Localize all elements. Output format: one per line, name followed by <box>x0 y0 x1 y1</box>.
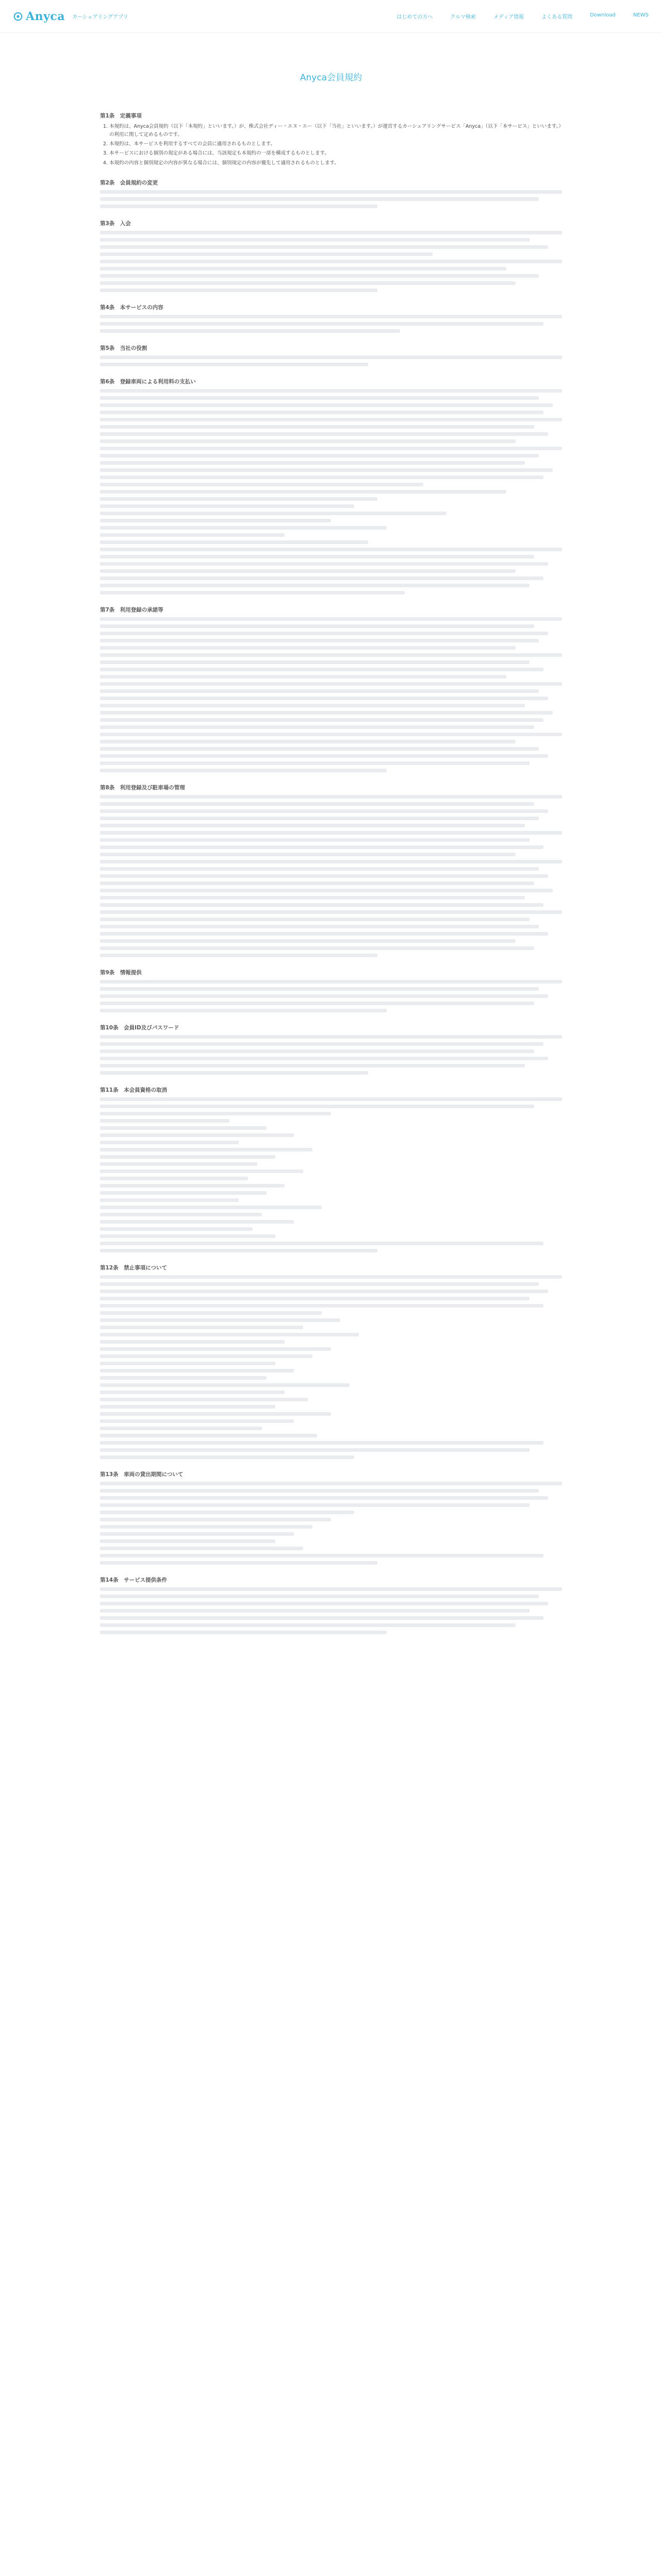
text-line-placeholder <box>100 461 525 465</box>
text-line-placeholder <box>100 1419 294 1423</box>
text-line-placeholder <box>100 569 516 573</box>
text-line-placeholder <box>100 1489 539 1493</box>
terms-content <box>100 33 562 1634</box>
text-line-placeholder <box>100 289 377 292</box>
text-line-placeholder <box>100 497 377 501</box>
text-line-placeholder <box>100 1148 312 1151</box>
nav-link-media[interactable]: メディア情報 <box>493 14 524 20</box>
article-text-lines <box>100 315 562 333</box>
article-text-lines <box>100 190 562 208</box>
article-text-lines <box>100 617 562 772</box>
text-line-placeholder <box>100 432 548 436</box>
text-line-placeholder <box>100 675 506 679</box>
text-line-placeholder <box>100 874 548 878</box>
text-line-placeholder <box>100 1333 359 1336</box>
text-line-placeholder <box>100 987 539 991</box>
text-line-placeholder <box>100 1340 285 1344</box>
text-line-placeholder <box>100 1126 267 1130</box>
text-line-placeholder <box>100 1227 253 1231</box>
text-line-placeholder <box>100 1455 354 1459</box>
article-text-lines <box>100 389 562 595</box>
text-line-placeholder <box>100 454 539 457</box>
text-line-placeholder <box>100 476 543 479</box>
text-line-placeholder <box>100 1213 262 1216</box>
text-line-placeholder <box>100 555 534 558</box>
article-text-lines <box>100 1035 562 1075</box>
text-line-placeholder <box>100 733 562 736</box>
text-line-placeholder <box>100 490 506 494</box>
text-line-placeholder <box>100 1105 534 1108</box>
text-line-placeholder <box>100 1071 368 1075</box>
text-line-placeholder <box>100 396 539 400</box>
article-heading: 第1条 定義事項 <box>100 113 142 119</box>
text-line-placeholder <box>100 238 529 242</box>
text-line-placeholder <box>100 646 516 650</box>
terms-article <box>100 303 562 333</box>
text-line-placeholder <box>100 1184 285 1188</box>
text-line-placeholder <box>100 761 529 765</box>
text-line-placeholder <box>100 411 543 414</box>
terms-article <box>100 1264 562 1459</box>
text-line-placeholder <box>100 329 400 333</box>
text-line-placeholder <box>100 624 534 628</box>
text-line-placeholder <box>100 653 562 657</box>
article-heading: 第6条 登録車両による利用料の支払い <box>100 378 196 385</box>
text-line-placeholder <box>100 1362 275 1365</box>
text-line-placeholder <box>100 281 516 285</box>
text-line-placeholder <box>100 697 548 700</box>
terms-article <box>100 344 562 366</box>
article-heading: 第2条 会員規約の変更 <box>100 179 158 186</box>
text-line-placeholder <box>100 954 377 957</box>
article-text-lines <box>100 1587 562 1634</box>
terms-article <box>100 179 562 208</box>
text-line-placeholder <box>100 322 543 326</box>
text-line-placeholder <box>100 252 433 256</box>
text-line-placeholder <box>100 1347 331 1351</box>
text-line-placeholder <box>100 939 516 943</box>
text-line-placeholder <box>100 562 548 566</box>
text-line-placeholder <box>100 1177 248 1180</box>
text-line-placeholder <box>100 1518 331 1521</box>
text-line-placeholder <box>100 1412 331 1416</box>
text-line-placeholder <box>100 1326 303 1329</box>
page-title: Anyca会員規約 <box>300 73 362 83</box>
terms-article <box>100 112 562 167</box>
article-clause: 1. 本規約は、Anyca会員規約（以下「本規約」といいます。）が、株式会社ディー・エヌ・エー（以下「当社」といいます。）が運営するカーシェアリングサービス「Anyca」（以下「本サービス」といいます。）の利用に関して定めるものです。 <box>109 123 562 139</box>
brand-tagline: カーシェアリングアプリ <box>72 14 128 20</box>
text-line-placeholder <box>100 1064 525 1067</box>
text-line-placeholder <box>100 740 516 743</box>
text-line-placeholder <box>100 1206 322 1209</box>
text-line-placeholder <box>100 205 377 208</box>
text-line-placeholder <box>100 682 562 686</box>
text-line-placeholder <box>100 1242 543 1245</box>
text-line-placeholder <box>100 425 534 429</box>
text-line-placeholder <box>100 1112 331 1115</box>
terms-article <box>100 378 562 595</box>
article-heading: 第7条 利用登録の承諾等 <box>100 606 163 613</box>
terms-article <box>100 1024 562 1075</box>
article-heading: 第4条 本サービスの内容 <box>100 304 163 311</box>
text-line-placeholder <box>100 1304 543 1308</box>
text-line-placeholder <box>100 1354 312 1358</box>
text-line-placeholder <box>100 540 368 544</box>
text-line-placeholder <box>100 468 553 472</box>
text-line-placeholder <box>100 831 562 835</box>
text-line-placeholder <box>100 711 553 715</box>
text-line-placeholder <box>100 231 562 234</box>
text-line-placeholder <box>100 1318 340 1322</box>
article-text-lines <box>100 231 562 292</box>
article-heading: 第9条 情報提供 <box>100 969 142 976</box>
text-line-placeholder <box>100 718 543 722</box>
text-line-placeholder <box>100 190 562 194</box>
text-line-placeholder <box>100 889 553 892</box>
text-line-placeholder <box>100 910 562 914</box>
terms-article <box>100 1086 562 1252</box>
anyca-logo-icon <box>13 12 23 21</box>
text-line-placeholder <box>100 1532 294 1536</box>
text-line-placeholder <box>100 1631 387 1634</box>
text-line-placeholder <box>100 1383 350 1387</box>
text-line-placeholder <box>100 1097 562 1101</box>
text-line-placeholder <box>100 896 525 900</box>
text-line-placeholder <box>100 1609 529 1613</box>
text-line-placeholder <box>100 838 529 842</box>
text-line-placeholder <box>100 1503 529 1507</box>
text-line-placeholder <box>100 617 562 621</box>
text-line-placeholder <box>100 903 543 907</box>
article-clause: 4. 本規約の内容と個別規定の内容が異なる場合には、個別規定の内容が優先して適用されるものとします。 <box>109 159 562 167</box>
text-line-placeholder <box>100 1002 534 1005</box>
text-line-placeholder <box>100 994 548 998</box>
text-line-placeholder <box>100 439 516 443</box>
terms-article <box>100 1576 562 1634</box>
text-line-placeholder <box>100 925 539 928</box>
text-line-placeholder <box>100 548 562 551</box>
text-line-placeholder <box>100 1035 562 1039</box>
text-line-placeholder <box>100 1623 516 1627</box>
nav-link-car-search[interactable]: クルマ検索 <box>450 14 476 20</box>
text-line-placeholder <box>100 274 539 278</box>
terms-article <box>100 969 562 1012</box>
text-line-placeholder <box>100 704 525 707</box>
terms-article <box>100 219 562 292</box>
text-line-placeholder <box>100 1170 303 1173</box>
brand-logo[interactable] <box>13 10 128 23</box>
text-line-placeholder <box>100 639 539 642</box>
text-line-placeholder <box>100 860 562 863</box>
text-line-placeholder <box>100 533 285 537</box>
article-text-lines <box>100 1097 562 1252</box>
top-navigation-bar <box>0 0 662 33</box>
text-line-placeholder <box>100 504 354 508</box>
text-line-placeholder <box>100 1162 257 1166</box>
text-line-placeholder <box>100 932 548 936</box>
text-line-placeholder <box>100 1282 539 1286</box>
text-line-placeholder <box>100 1311 322 1315</box>
article-clause: 3. 本サービスにおける個別の規定がある場合には、当該規定も本規約の一部を構成するものとします。 <box>109 149 562 158</box>
text-line-placeholder <box>100 1398 308 1401</box>
text-line-placeholder <box>100 1405 275 1409</box>
text-line-placeholder <box>100 1249 377 1252</box>
text-line-placeholder <box>100 403 553 407</box>
text-line-placeholder <box>100 1587 562 1591</box>
text-line-placeholder <box>100 1191 267 1195</box>
text-line-placeholder <box>100 802 534 806</box>
text-line-placeholder <box>100 584 529 587</box>
nav-link-about[interactable]: はじめての方へ <box>396 14 433 20</box>
article-text-lines <box>100 1482 562 1565</box>
text-line-placeholder <box>100 1561 377 1565</box>
text-line-placeholder <box>100 1448 529 1452</box>
text-line-placeholder <box>100 1049 534 1053</box>
text-line-placeholder <box>100 197 539 201</box>
text-line-placeholder <box>100 1009 387 1012</box>
text-line-placeholder <box>100 1133 294 1137</box>
text-line-placeholder <box>100 1547 303 1550</box>
article-text-lines <box>100 1275 562 1459</box>
text-line-placeholder <box>100 1525 312 1529</box>
text-line-placeholder <box>100 769 387 772</box>
text-line-placeholder <box>100 1290 548 1293</box>
text-line-placeholder <box>100 1141 239 1144</box>
article-heading: 第8条 利用登録及び駐車場の管理 <box>100 784 185 791</box>
terms-articles <box>100 112 562 1634</box>
text-line-placeholder <box>100 817 539 820</box>
text-line-placeholder <box>100 1616 543 1620</box>
article-text-lines <box>100 355 562 366</box>
text-line-placeholder <box>100 1434 317 1437</box>
text-line-placeholder <box>100 267 506 270</box>
brand-wordmark: Anyca <box>26 9 65 23</box>
text-line-placeholder <box>100 1595 539 1598</box>
main-nav <box>396 12 649 20</box>
text-line-placeholder <box>100 867 539 871</box>
text-line-placeholder <box>100 1427 262 1430</box>
text-line-placeholder <box>100 918 529 921</box>
text-line-placeholder <box>100 1496 548 1500</box>
text-line-placeholder <box>100 882 534 885</box>
text-line-placeholder <box>100 1511 354 1514</box>
text-line-placeholder <box>100 754 548 758</box>
text-line-placeholder <box>100 668 543 671</box>
text-line-placeholder <box>100 1554 543 1557</box>
nav-link-news[interactable]: NEWS <box>633 12 649 18</box>
text-line-placeholder <box>100 1441 543 1445</box>
text-line-placeholder <box>100 1376 267 1380</box>
text-line-placeholder <box>100 725 534 729</box>
text-line-placeholder <box>100 824 525 827</box>
article-heading: 第3条 入会 <box>100 220 131 227</box>
article-heading: 第14条 サービス提供条件 <box>100 1577 168 1583</box>
text-line-placeholder <box>100 1297 529 1300</box>
text-line-placeholder <box>100 1482 562 1485</box>
text-line-placeholder <box>100 747 539 751</box>
text-line-placeholder <box>100 660 529 664</box>
terms-article <box>100 606 562 772</box>
article-heading: 第5条 当社の役割 <box>100 345 147 351</box>
text-line-placeholder <box>100 632 548 635</box>
article-heading: 第12条 禁止事項について <box>100 1264 167 1271</box>
text-line-placeholder <box>100 512 446 515</box>
text-line-placeholder <box>100 363 368 366</box>
article-heading: 第13条 車両の貸出期間について <box>100 1471 184 1478</box>
text-line-placeholder <box>100 260 562 263</box>
text-line-placeholder <box>100 1119 229 1123</box>
text-line-placeholder <box>100 1391 285 1394</box>
text-line-placeholder <box>100 1220 294 1224</box>
terms-article <box>100 784 562 957</box>
text-line-placeholder <box>100 447 562 450</box>
article-heading: 第11条 本会員資格の取消 <box>100 1087 168 1093</box>
text-line-placeholder <box>100 315 562 318</box>
text-line-placeholder <box>100 519 331 522</box>
text-line-placeholder <box>100 689 539 693</box>
text-line-placeholder <box>100 418 562 421</box>
nav-link-faq[interactable]: よくある質問 <box>541 14 573 20</box>
article-heading: 第10条 会員ID及びパスワード <box>100 1024 179 1031</box>
text-line-placeholder <box>100 845 543 849</box>
article-text-lines <box>100 980 562 1012</box>
text-line-placeholder <box>100 1042 543 1046</box>
text-line-placeholder <box>100 946 534 950</box>
article-clause: 2. 本規約は、本サービスを利用するすべての会員に適用されるものとします。 <box>109 140 562 148</box>
text-line-placeholder <box>100 483 423 486</box>
text-line-placeholder <box>100 1539 275 1543</box>
text-line-placeholder <box>100 245 548 249</box>
text-line-placeholder <box>100 1155 275 1159</box>
text-line-placeholder <box>100 526 387 530</box>
text-line-placeholder <box>100 1234 275 1238</box>
text-line-placeholder <box>100 1275 562 1279</box>
text-line-placeholder <box>100 591 405 595</box>
article-clause-list <box>100 123 562 167</box>
text-line-placeholder <box>100 389 562 393</box>
text-line-placeholder <box>100 1057 548 1060</box>
text-line-placeholder <box>100 355 562 359</box>
text-line-placeholder <box>100 795 562 799</box>
text-line-placeholder <box>100 1369 294 1372</box>
text-line-placeholder <box>100 1198 239 1202</box>
article-text-lines <box>100 795 562 957</box>
text-line-placeholder <box>100 980 562 984</box>
text-line-placeholder <box>100 1602 548 1605</box>
terms-article <box>100 1470 562 1565</box>
text-line-placeholder <box>100 577 543 580</box>
text-line-placeholder <box>100 853 516 856</box>
nav-link-download[interactable]: Download <box>590 12 616 18</box>
text-line-placeholder <box>100 809 548 813</box>
